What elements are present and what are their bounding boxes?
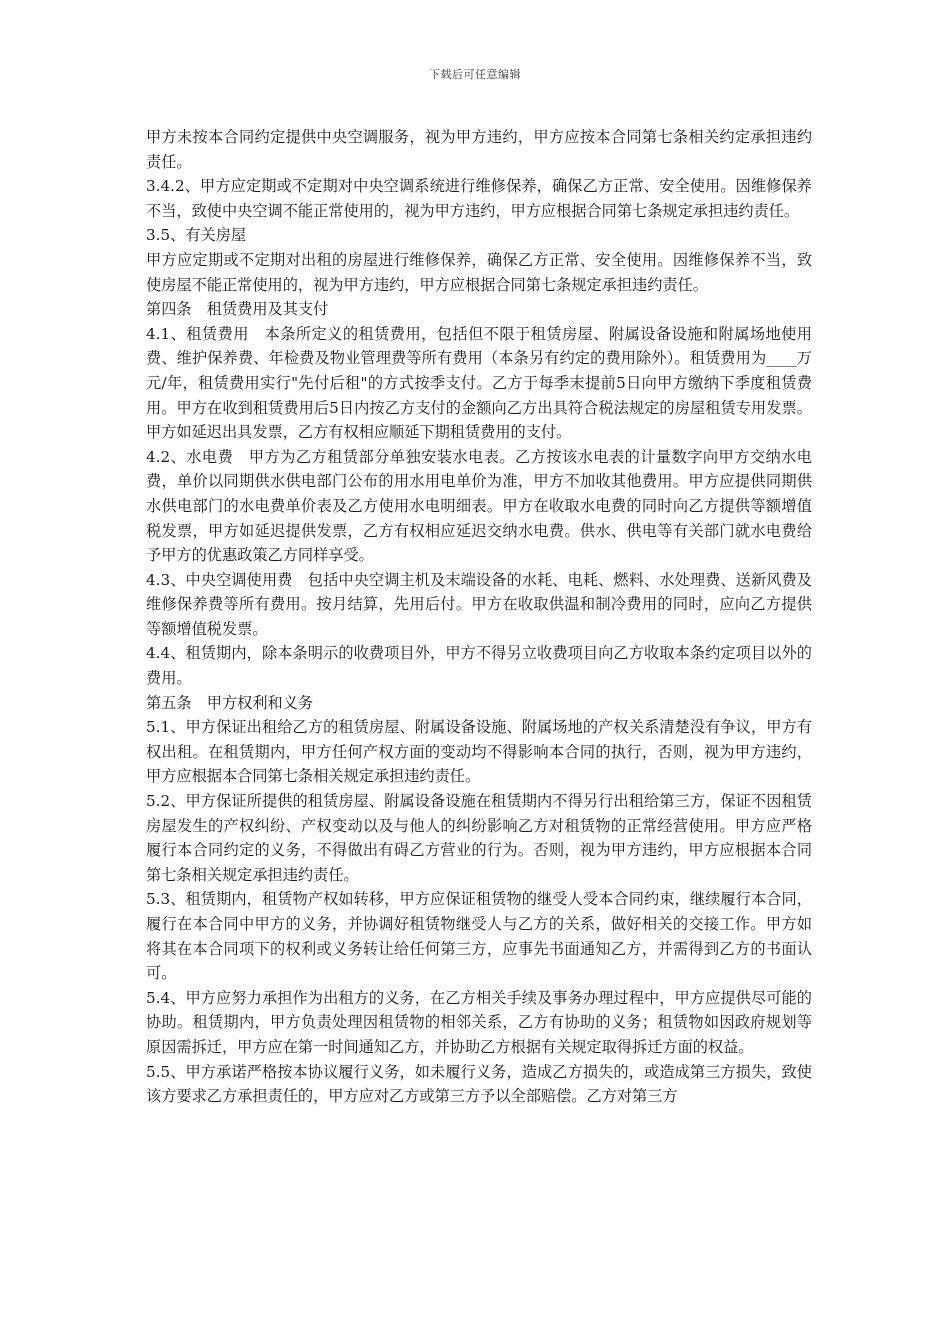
paragraph-3-5-body: 甲方应定期或不定期对出租的房屋进行维修保养，确保乙方正常、安全使用。因维修保养不当，致使房屋不能正常使用的，视为甲方违约，甲方应根据合同第七条规定承担违约责任。 [146,250,812,294]
paragraph-5-5: 5.5、甲方承诺严格按本协议履行义务，如未履行义务，造成乙方损失的，或造成第三方损失，致使该方要求乙方承担责任的，甲方应对乙方或第三方予以全部赔偿。乙方对第三方 [146,1062,812,1106]
paragraph-4-3: 4.3、中央空调使用费 包括中央空调主机及末端设备的水耗、电耗、燃料、水处理费、送新风费及维修保养费等所有费用。按月结算，先用后付。甲方在收取供温和制冷费用的同时，应向乙方提供等额增值税发票。 [146,570,812,638]
paragraph-3-4-2: 3.4.2、甲方应定期或不定期对中央空调系统进行维修保养，确保乙方正常、安全使用。因维修保养不当，致使中央空调不能正常使用的，视为甲方违约，甲方应根据合同第七条规定承担违约责任。 [146,177,812,220]
article-4-heading: 第四条 租赁费用及其支付 [146,300,329,319]
paragraph-4-2: 4.2、水电费 甲方为乙方租赁部分单独安装水电表。乙方按该水电表的计量数字向甲方交纳水电费，单价以同期供水供电部门公布的用水用电单价为准，甲方不加收其他费用。甲方应提供同期供水供电部门的水电费单价表及乙方使用水电明细表。甲方在收取水电费的同时向乙方提供等额增值税发票，甲方如延迟提供发票，乙方有权相应延迟交纳水电费。供水、供电等有关部门就水电费给予甲方的优惠政策乙方同样享受。 [146,447,812,565]
paragraph-4-1: 4.1、租赁费用 本条所定义的租赁费用，包括但不限于租赁房屋、附属设备设施和附属场地使用费、维护保养费、年检费及物业管理费等所有费用（本条另有约定的费用除外）。租赁费用为____万元/年，租赁费用实行"先付后租"的方式按季支付。乙方于每季末提前5日向甲方缴纳下季度租赁费用。甲方在收到租赁费用后5日内按乙方支付的金额向乙方出具符合税法规定的房屋租赁专用发票。甲方如延迟出具发票，乙方有权相应顺延下期租赁费用的支付。 [146,324,812,442]
page-header: 下载后可任意编辑 [429,68,521,81]
paragraph-1: 甲方未按本合同约定提供中央空调服务，视为甲方违约，甲方应按本合同第七条相关约定承担违约责任。 [146,128,812,171]
heading-3-5: 3.5、有关房屋 [146,226,247,245]
article-5-heading: 第五条 甲方权利和义务 [146,693,314,712]
paragraph-5-2: 5.2、甲方保证所提供的租赁房屋、附属设备设施在租赁期内不得另行出租给第三方，保证不因租赁房屋发生的产权纠纷、产权变动以及与他人的纠纷影响乙方对租赁物的正常经营使用。甲方应严格履行本合同约定的义务，不得做出有碍乙方营业的行为。否则，视为甲方违约，甲方应根据本合同第七条相关规定承担违约责任。 [146,792,812,884]
paragraph-5-1: 5.1、甲方保证出租给乙方的租赁房屋、附属设备设施、附属场地的产权关系清楚没有争议，甲方有权出租。在租赁期内，甲方任何产权方面的变动均不得影响本合同的执行，否则，视为甲方违约，甲方应根据本合同第七条相关规定承担违约责任。 [146,718,812,786]
paragraph-4-4: 4.4、租赁期内，除本条明示的收费项目外，甲方不得另立收费项目向乙方收取本条约定项目以外的费用。 [146,644,812,688]
paragraph-5-3: 5.3、租赁期内，租赁物产权如转移，甲方应保证租赁物的继受人受本合同约束，继续履行本合同，履行在本合同中甲方的义务，并协调好租赁物继受人与乙方的关系，做好相关的交接工作。甲方如将其在本合同项下的权利或义务转让给任何第三方，应事先书面通知乙方，并需得到乙方的书面认可。 [146,890,812,983]
paragraph-5-4: 5.4、甲方应努力承担作为出租方的义务，在乙方相关手续及事务办理过程中，甲方应提供尽可能的协助。租赁期内，甲方负责处理因租赁物的相邻关系，乙方有协助的义务；租赁物如因政府规划等原因需拆迁，甲方应在第一时间通知乙方，并协助乙方根据有关规定取得拆迁方面的权益。 [146,988,812,1056]
document-body [146,125,812,1109]
